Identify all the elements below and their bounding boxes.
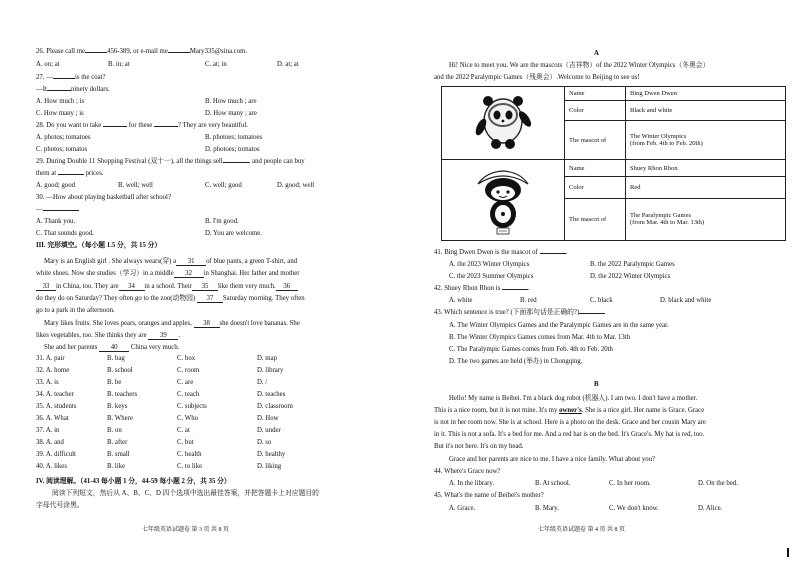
cloze-blank: 34 — [119, 283, 145, 291]
cloze-option: C. teach — [177, 391, 200, 398]
option: D. photoes; tomatos — [205, 146, 260, 153]
cloze-option: C. are — [177, 379, 194, 386]
answer-blank — [53, 78, 75, 79]
option: B. red — [520, 297, 537, 304]
option: B. At school. — [535, 480, 571, 487]
table-label: Name — [565, 87, 626, 101]
cloze-option: D. so — [257, 439, 272, 446]
option: D. On the bed. — [698, 480, 738, 487]
option: B. The Winter Olympics Games comes from Mar. 4th to Mar. 13th — [449, 334, 631, 341]
page-footer: 七年级英语试题卷 第 3 页 共 8 页 — [142, 527, 230, 533]
section-3-heading: III. 完形填空。（每小题 1.5 分，共 15 分） — [36, 242, 162, 249]
cloze-line: likes vegetables, too. She thinks they are 39 . — [36, 332, 181, 339]
option: A. In the library. — [449, 480, 495, 487]
cloze-option: C. to like — [177, 463, 203, 470]
answer-blank — [502, 289, 528, 290]
cloze-option: B. small — [107, 451, 130, 458]
answer-blank — [58, 174, 84, 175]
table-value: Red — [626, 177, 786, 199]
cloze-line: She and her parents 40 China very much. — [44, 344, 180, 351]
option: B. How much ; are — [205, 98, 257, 105]
cloze-option-number: 32. A. home — [36, 367, 70, 374]
question-29: 29. During Double 11 Shopping Festival (双十一), all the things sell , and people can buy — [36, 158, 305, 165]
option: C. We don't know. — [609, 505, 659, 512]
cloze-line: do they do on Saturday? They often go to the zoo(动物园) 37 Saturday morning. They often — [36, 295, 305, 302]
question-28: 28. Do you want to take for these ? They are very beautiful. — [36, 122, 248, 129]
question-41: 41. Bing Dwen Dwen is the mascot of . — [434, 249, 568, 256]
section-4-instructions: 字母代号涂黑。 — [36, 502, 84, 509]
cloze-line: 33 in China, too. They are 34 in a school. Their 35 like them very much. 36 — [36, 283, 298, 291]
option: C. the 2023 Summer Olympics — [449, 273, 534, 280]
passage-b-line: is not in her room now. She is at school. Here is a photo on the desk. Grace and her cousin Mary are — [434, 419, 706, 426]
option: C. well; good — [205, 182, 242, 189]
option: B. I'm good. — [205, 218, 239, 225]
option: C. The Paralympic Games comes from Feb. 4th to Feb. 20th — [449, 346, 613, 353]
table-label: Color — [565, 177, 626, 199]
cloze-line: go to a park in the afternoon. — [36, 307, 115, 314]
answer-blank — [223, 162, 249, 163]
option: B. photoes; tomatoes — [205, 134, 263, 141]
cloze-option: D. teaches — [257, 391, 286, 398]
cloze-option: D. map — [257, 355, 278, 362]
cloze-option-number: 37. A. in — [36, 427, 60, 434]
section-4-heading: IV. 阅读理解。（41-43 每小题 1 分，44-59 每小题 2 分，共 35 分） — [36, 478, 231, 485]
cloze-option: B. keys — [107, 403, 128, 410]
question-42: 42. Shuey Rhon Rhon is . — [434, 285, 530, 292]
question-45: 45. What's the name of Beibei's mother? — [434, 492, 544, 499]
cloze-option: C. box — [177, 355, 196, 362]
table-label: The mascot of — [565, 121, 626, 160]
option: D. good; well — [277, 182, 315, 189]
bing-dwen-dwen-image — [442, 87, 565, 160]
answer-blank — [579, 313, 605, 314]
table-value: Black and white — [626, 101, 786, 121]
cloze-option: C. Who — [177, 415, 199, 422]
q29-line2: them at prices. — [36, 170, 104, 177]
cloze-option: B. on — [107, 427, 122, 434]
question-26: 26. Please call me 456-389, or e-mail me Mary335@sina.com. — [36, 48, 248, 55]
cloze-option-number: 36. A. What — [36, 415, 69, 422]
cloze-option: C. subjects — [177, 403, 207, 410]
cloze-option: D. classroom — [257, 403, 293, 410]
passage-b-line: But it's not here. It's on my head. — [434, 443, 524, 450]
question-27: 27. — is the coat? — [36, 74, 106, 81]
option: A. good; good — [36, 182, 76, 189]
bing-dwen-dwen-mascot-icon — [463, 91, 543, 155]
q30-line2: — — [36, 206, 79, 214]
option: A. The Winter Olympics Games and the Paralympic Games are in the same year. — [449, 322, 669, 329]
passage-a-intro: and the 2022 Paralympic Games（残奥会）.Welcome to Beijing to see us! — [434, 74, 640, 81]
table-value: Bing Dwen Dwen — [626, 87, 786, 101]
option: C. at; in — [205, 61, 227, 68]
answer-blank — [540, 253, 566, 254]
option: A. photos; tomatoes — [36, 134, 91, 141]
cloze-option: D. library — [257, 367, 284, 374]
table-value: Shuey Rhon Rhon — [626, 160, 786, 177]
cloze-option-number: 40. A. likes — [36, 463, 67, 470]
scan-mark — [787, 548, 789, 557]
cloze-line: Mary likes fruits. She loves pears, oranges and apples, 38 she doesn't love bananas. She — [44, 320, 300, 327]
option: B. in; at — [108, 61, 130, 68]
cloze-option: D. under — [257, 427, 281, 434]
cloze-blank: 31 — [176, 258, 206, 266]
table-label: Name — [565, 160, 626, 177]
q27-line2: —It ninety dollars. — [36, 86, 110, 93]
option: C. How many ; is — [36, 110, 84, 117]
cloze-line: Mary is an English girl . She always wears(穿) a 31 of blue pants, a green T-shirt, and — [44, 258, 298, 265]
cloze-option: D. / — [257, 379, 268, 386]
option: D. black and white — [660, 297, 712, 304]
option: B. Mary. — [535, 505, 559, 512]
cloze-blank: 38 — [194, 320, 220, 328]
answer-blank — [154, 126, 178, 127]
cloze-option-number: 31. A. pair — [36, 355, 65, 362]
answer-blank — [168, 52, 190, 53]
option: A. How much ; is — [36, 98, 85, 105]
cloze-blank: 36 — [276, 283, 298, 291]
underlined-word: owner's — [559, 407, 582, 414]
table-label: Color — [565, 101, 626, 121]
option: C. In her room. — [609, 480, 651, 487]
cloze-line: white shoes. Now she studies（学习）in a middle 32 in Shanghai. Her father and mother — [36, 270, 300, 277]
cloze-option-number: 33. A. is — [36, 379, 59, 386]
cloze-blank: 32 — [174, 270, 204, 278]
cloze-option: C. at — [177, 427, 190, 434]
option: A. on; at — [36, 61, 60, 68]
option: C. That sounds good. — [36, 230, 94, 237]
option: B. the 2022 Paralympic Games — [590, 261, 675, 268]
cloze-option: C. but — [177, 439, 194, 446]
cloze-option: B. like — [107, 463, 126, 470]
cloze-blank: 37 — [197, 295, 223, 303]
answer-blank — [47, 90, 71, 91]
table-label: The mascot of — [565, 198, 626, 240]
passage-b-line: Hello! My name is Beibei. I'm a black dog robot (机器人). I am two. I don't have a mother. — [449, 395, 698, 402]
passage-a-intro: Hi! Nice to meet you. We are the mascots（吉祥物）of the 2022 Winter Olympics（冬奥会） — [449, 62, 710, 69]
cloze-blank: 33 — [36, 283, 56, 291]
question-44: 44. Where's Grace now? — [434, 468, 501, 475]
cloze-option: B. bag — [107, 355, 125, 362]
passage-b-line: in it. This is not a sofa. It's a bed for me. And a red hat is on the bed. It's Grace's. My hat is red, too. — [434, 431, 705, 438]
option: D. You are welcome. — [205, 230, 263, 237]
option: D. How many ; are — [205, 110, 257, 117]
option: A. Thank you. — [36, 218, 76, 225]
option: A. the 2023 Winter Olympics — [449, 261, 530, 268]
page-footer: 七年级英语试题卷 第 4 页 共 8 页 — [538, 527, 626, 533]
cloze-option: B. be — [107, 379, 122, 386]
option: B. well; well — [118, 182, 153, 189]
cloze-option-number: 35. A. students — [36, 403, 77, 410]
answer-blank — [85, 52, 107, 53]
section-4-instructions: 阅读下列短文，然后从 A、B、C、D 四个选项中选出最佳答案，并把答题卡上对应题目的 — [52, 490, 319, 497]
question-43: 43. Which sentence is true? (下面那句话是正确的?) — [434, 309, 605, 317]
shuey-rhon-rhon-image — [442, 160, 565, 241]
option: D. Alice. — [698, 505, 723, 512]
cloze-option-number: 38. A. and — [36, 439, 64, 446]
option: A. white — [449, 297, 473, 304]
passage-a-label: A — [594, 50, 599, 57]
passage-b-line: Grace and her parents are nice to me. I have a nice family. What about you? — [449, 456, 656, 463]
cloze-option: B. after — [107, 439, 128, 446]
passage-b-line: This is a nice room, but it is not mine. It's my owner's. She is a nice girl. Her name is Grace. Grace — [434, 407, 705, 414]
cloze-option: C. health — [177, 451, 202, 458]
answer-blank — [43, 210, 79, 211]
option: D. the 2022 Winter Olympics — [590, 273, 671, 280]
cloze-option: D. healthy — [257, 451, 286, 458]
cloze-blank: 39 — [148, 332, 178, 340]
cloze-blank: 40 — [99, 344, 129, 352]
passage-b-label: B — [594, 381, 599, 388]
question-30: 30. —How about playing basketball after school? — [36, 194, 171, 201]
cloze-blank: 35 — [192, 283, 218, 291]
table-value: The Paralympic Games (from Mar. 4th to Mar. 13th) — [626, 198, 786, 240]
cloze-option: B. teachers — [107, 391, 138, 398]
option: A. Grace. — [449, 505, 476, 512]
option: C. photos; tomatos — [36, 146, 88, 153]
option: C. black — [590, 297, 613, 304]
cloze-option: D. liking — [257, 463, 282, 470]
table-value: The Winter Olympics (from Feb. 4th to Feb. 20th) — [626, 121, 786, 160]
mascot-table — [441, 86, 786, 241]
shuey-rhon-rhon-mascot-icon — [460, 164, 546, 236]
cloze-option: C. room — [177, 367, 200, 374]
cloze-option-number: 34. A. teacher — [36, 391, 74, 398]
cloze-option-number: 39. A. difficult — [36, 451, 76, 458]
option: D. at; at — [277, 61, 299, 68]
cloze-option: D. How — [257, 415, 279, 422]
cloze-option: B. Where — [107, 415, 133, 422]
option: D. The two games are held (举办) in Chongqing. — [449, 358, 583, 365]
answer-blank — [103, 126, 127, 127]
cloze-option: B. school — [107, 367, 133, 374]
